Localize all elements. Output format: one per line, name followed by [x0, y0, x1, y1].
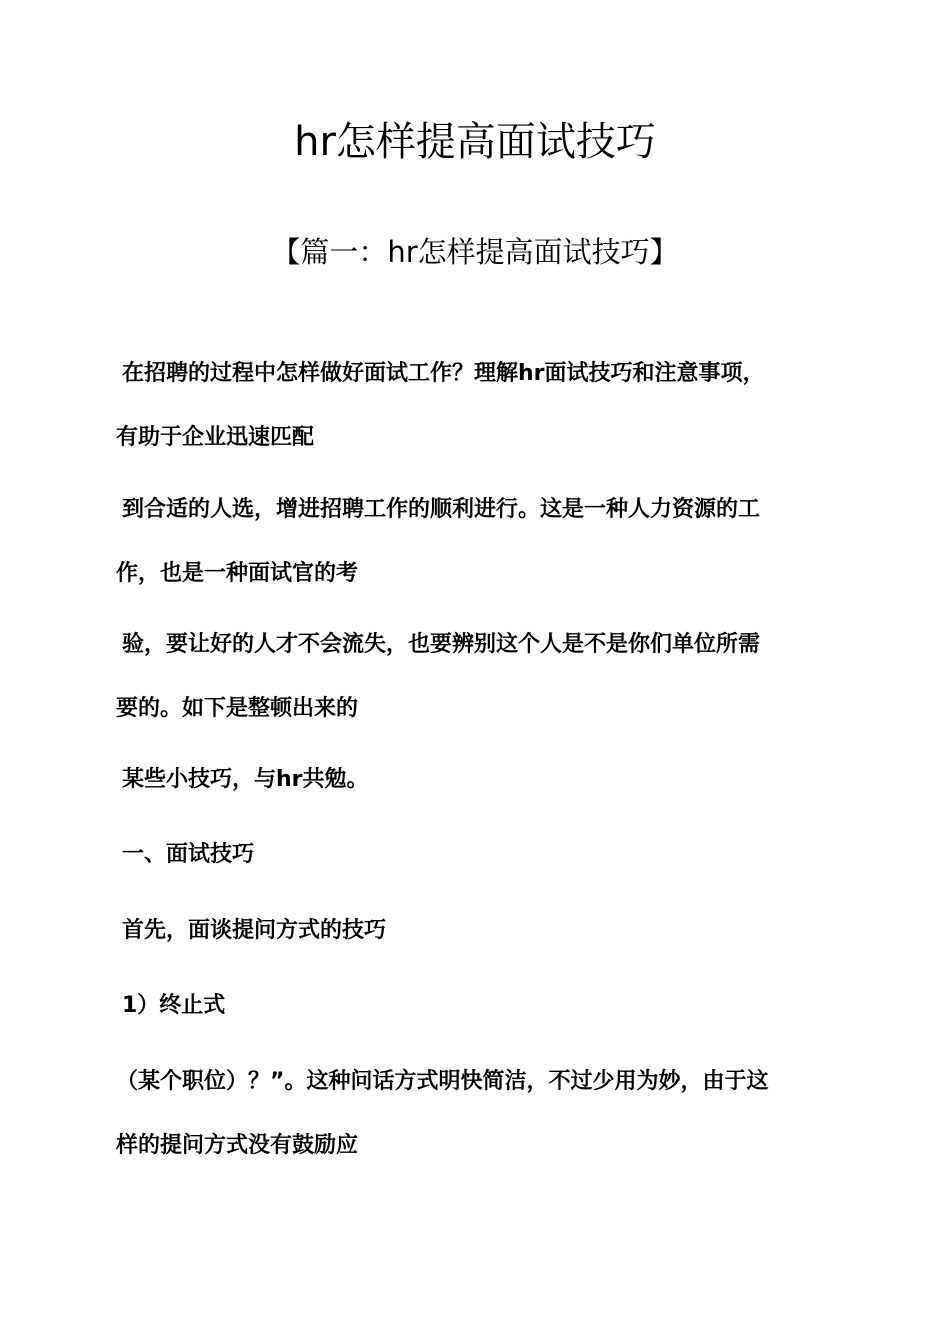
paragraph-line: 到合适的人选，增进招聘工作的顺利进行。这是一种人力资源的工 [122, 497, 761, 522]
paragraph-line: 某些小技巧，与hr共勉。 [122, 767, 369, 792]
section-heading: 【篇一：hr怎样提高面试技巧】 [271, 235, 679, 269]
paragraph-line: 首先，面谈提问方式的技巧 [122, 918, 387, 943]
paragraph [116, 613, 832, 741]
paragraph [116, 342, 832, 470]
section-heading-interview-tips [116, 823, 832, 887]
paragraph-line: 1）终止式 [122, 993, 226, 1018]
paragraph [116, 899, 832, 963]
paragraph-line: （某个职位）？”。这种问话方式明快简洁，不过少用为妙，由于这 [116, 1069, 769, 1094]
list-item [116, 974, 832, 1038]
paragraph [116, 748, 832, 812]
paragraph [116, 1050, 832, 1178]
paragraph [116, 478, 832, 606]
paragraph-line: 在招聘的过程中怎样做好面试工作？理解hr面试技巧和注意事项， [122, 361, 765, 386]
paragraph-line: 样的提问方式没有鼓励应 [116, 1133, 359, 1158]
document-title: hr怎样提高面试技巧 [294, 119, 656, 165]
paragraph-line: 验，要让好的人才不会流失，也要辨别这个人是不是你们单位所需 [122, 632, 761, 657]
paragraph-line: 一、面试技巧 [122, 842, 255, 867]
paragraph-line: 要的。如下是整顿出来的 [116, 696, 359, 721]
paragraph-line: 有助于企业迅速匹配 [116, 425, 315, 450]
paragraph-line: 作，也是一种面试官的考 [116, 561, 359, 586]
